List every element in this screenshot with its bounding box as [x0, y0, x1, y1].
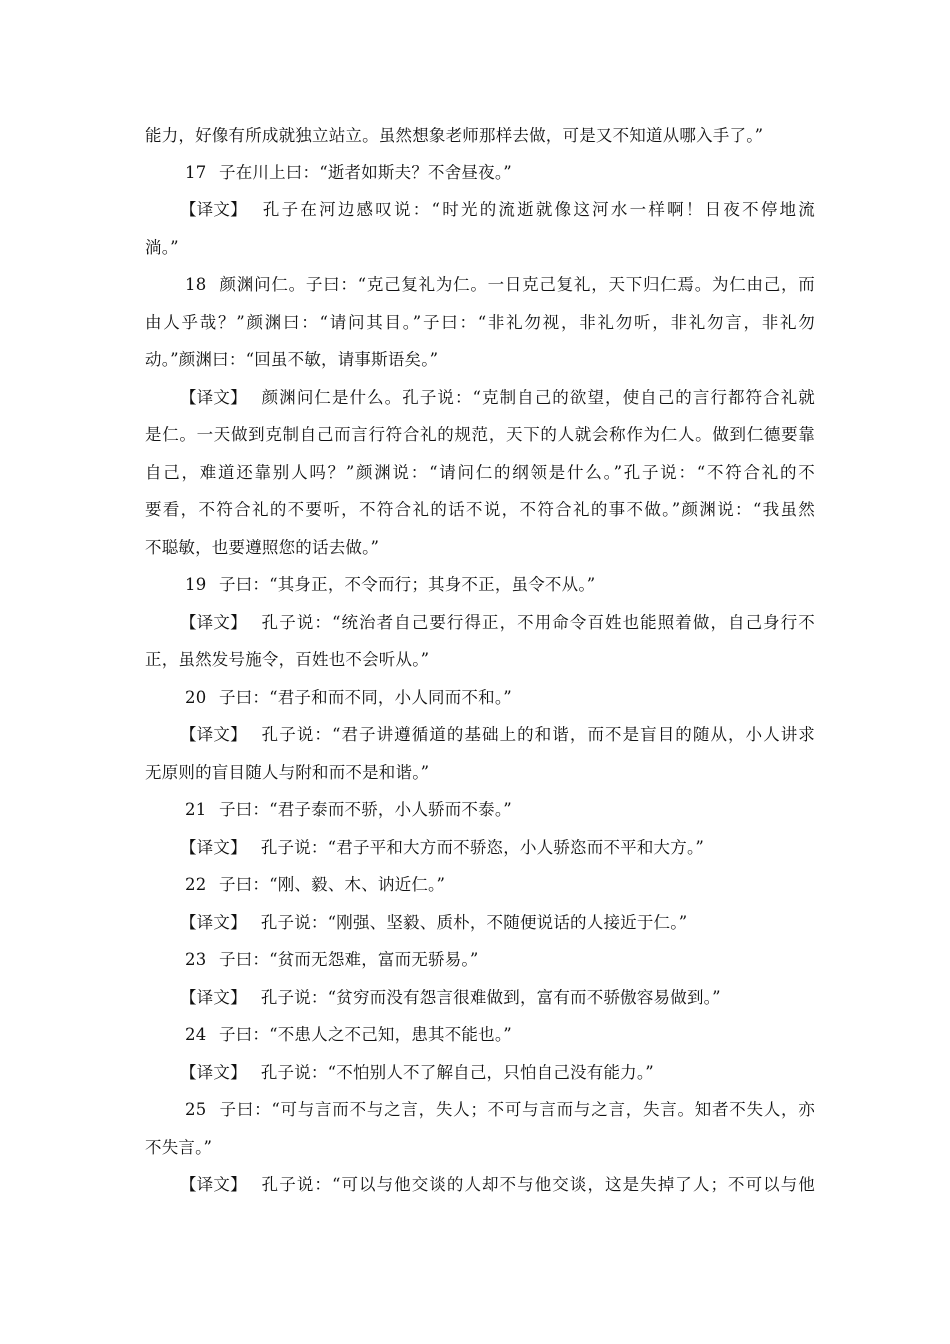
paragraph-line: 正，虽然发号施令，百姓也不会听从。” — [145, 650, 430, 669]
paragraph-line: 动。”颜渊曰：“回虽不敏，请事斯语矣。” — [145, 350, 439, 369]
passage-line: 20 子曰：“君子和而不同，小人同而不和。” — [185, 685, 815, 711]
translation-line: 【译文】 孔子说：“贫穷而没有怨言很难做到，富有而不骄傲容易做到。” — [180, 985, 815, 1011]
passage-number: 20 — [185, 688, 207, 707]
paragraph-line: 无原则的盲目随人与附和而不是和谐。” — [145, 763, 430, 782]
passage-number: 22 — [185, 875, 207, 894]
translation-line: 【译文】 孔子说：“君子讲遵循道的基础上的和谐，而不是盲目的随从，小人讲求 — [180, 722, 815, 748]
passage-line: 18 颜渊问仁。子曰：“克己复礼为仁。一日克己复礼，天下归仁焉。为仁由己，而 — [185, 272, 815, 298]
passage-number: 24 — [185, 1025, 207, 1044]
paragraph-line: 自己，难道还靠别人吗？”颜渊说：“请问仁的纲领是什么。”孔子说：“不符合礼的不 — [145, 463, 815, 482]
translation-tag: 【译文】 — [180, 725, 247, 744]
paragraph-line: 要看，不符合礼的不要听，不符合礼的话不说，不符合礼的事不做。”颜渊说：“我虽然 — [145, 500, 815, 519]
translation-line: 【译文】 孔子在河边感叹说：“时光的流逝就像这河水一样啊！日夜不停地流 — [180, 197, 815, 223]
passage-number: 17 — [185, 163, 207, 182]
passage-line: 25 子曰：“可与言而不与之言，失人；不可与言而与之言，失言。知者不失人，亦 — [185, 1097, 815, 1123]
paragraph-line: 不失言。” — [145, 1138, 213, 1157]
translation-tag: 【译文】 — [180, 388, 247, 407]
passage-number: 23 — [185, 950, 207, 969]
passage-line: 23 子曰：“贫而无怨难，富而无骄易。” — [185, 947, 815, 973]
passage-number: 25 — [185, 1100, 207, 1119]
passage-number: 19 — [185, 575, 207, 594]
passage-line: 22 子曰：“刚、毅、木、讷近仁。” — [185, 872, 815, 898]
translation-line: 【译文】 孔子说：“君子平和大方而不骄恣，小人骄恣而不平和大方。” — [180, 835, 815, 861]
passage-line: 24 子曰：“不患人之不己知，患其不能也。” — [185, 1022, 815, 1048]
translation-line: 【译文】 颜渊问仁是什么。孔子说：“克制自己的欲望，使自己的言行都符合礼就 — [180, 385, 815, 411]
paragraph-line: 由人乎哉？”颜渊曰：“请问其目。”子曰：“非礼勿视，非礼勿听，非礼勿言，非礼勿 — [145, 313, 815, 332]
passage-line: 19 子曰：“其身正，不令而行；其身不正，虽令不从。” — [185, 572, 815, 598]
translation-tag: 【译文】 — [180, 838, 247, 857]
translation-line: 【译文】 孔子说：“刚强、坚毅、质朴，不随便说话的人接近于仁。” — [180, 910, 815, 936]
translation-tag: 【译文】 — [180, 1175, 247, 1194]
translation-line: 【译文】 孔子说：“可以与他交谈的人却不与他交谈，这是失掉了人；不可以与他 — [180, 1172, 815, 1198]
translation-tag: 【译文】 — [180, 1063, 247, 1082]
paragraph-line: 是仁。一天做到克制自己而言行符合礼的规范，天下的人就会称作为仁人。做到仁德要靠 — [145, 425, 815, 444]
paragraph-line: 淌。” — [145, 238, 179, 257]
translation-line: 【译文】 孔子说：“不怕别人不了解自己，只怕自己没有能力。” — [180, 1060, 815, 1086]
translation-tag: 【译文】 — [180, 613, 247, 632]
passage-line: 21 子曰：“君子泰而不骄，小人骄而不泰。” — [185, 797, 815, 823]
passage-line: 17 子在川上曰：“逝者如斯夫？不舍昼夜。” — [185, 160, 815, 186]
passage-number: 18 — [185, 275, 207, 294]
translation-tag: 【译文】 — [180, 200, 247, 219]
paragraph-line: 不聪敏，也要遵照您的话去做。” — [145, 538, 380, 557]
translation-tag: 【译文】 — [180, 988, 247, 1007]
paragraph-line: 能力，好像有所成就独立站立。虽然想象老师那样去做，可是又不知道从哪入手了。” — [145, 126, 764, 145]
translation-tag: 【译文】 — [180, 913, 247, 932]
translation-line: 【译文】 孔子说：“统治者自己要行得正，不用命令百姓也能照着做，自己身行不 — [180, 610, 815, 636]
passage-number: 21 — [185, 800, 207, 819]
